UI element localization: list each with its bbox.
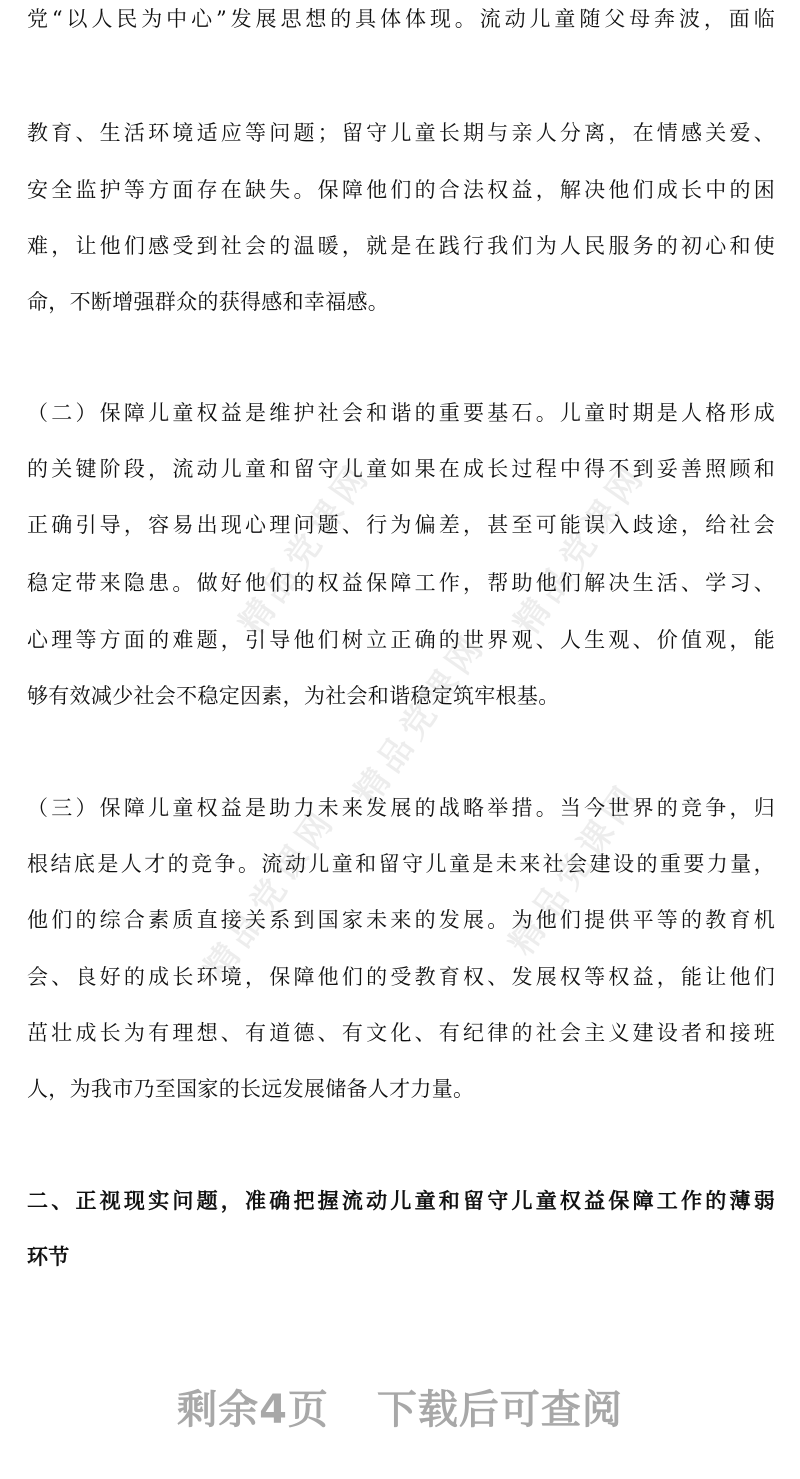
download-prompt[interactable] — [0, 1378, 800, 1435]
paragraph-line: 安全监护等方面存在缺失。保障他们的合法权益，解决他们成长中的困 — [27, 178, 775, 202]
watermark: 精品党课网 — [506, 455, 655, 643]
section-heading: 环节 — [27, 1244, 70, 1269]
paragraph-line: 稳定带来隐患。做好他们的权益保障工作，帮助他们解决生活、学习、 — [27, 571, 775, 595]
download-hint-label: 下载后可查阅 — [376, 1387, 623, 1433]
paragraph-line: 正确引导，容易出现心理问题、行为偏差，甚至可能误入歧途，给社会 — [27, 513, 775, 537]
remaining-pages-label: 剩余4页 — [177, 1387, 329, 1433]
paragraph-line: 根结底是人才的竞争。流动儿童和留守儿童是未来社会建设的重要力量， — [27, 852, 775, 876]
paragraph-line: 他们的综合素质直接关系到国家未来的发展。为他们提供平等的教育机 — [27, 908, 775, 932]
paragraph-line: （三）保障儿童权益是助力未来发展的战略举措。当今世界的竞争，归 — [27, 796, 775, 820]
watermark: 精品党课网 — [231, 455, 380, 643]
paragraph-line: 茁壮成长为有理想、有道德、有文化、有纪律的社会主义建设者和接班 — [27, 1021, 775, 1045]
paragraph-line: 命，不断增强群众的获得感和幸福感。 — [27, 290, 390, 314]
paragraph-line: 会、良好的成长环境，保障他们的受教育权、发展权等权益，能让他们 — [27, 965, 775, 989]
paragraph-line: 够有效减少社会不稳定因素，为社会和谐稳定筑牢根基。 — [27, 684, 560, 708]
paragraph-line: 心理等方面的难题，引导他们树立正确的世界观、人生观、价值观，能 — [27, 628, 775, 652]
watermark: 精品党课网 — [196, 800, 345, 988]
paragraph-line: 教育、生活环境适应等问题；留守儿童长期与亲人分离，在情感关爱、 — [27, 121, 775, 145]
paragraph-line: 难，让他们感受到社会的温暖，就是在践行我们为人民服务的初心和使 — [27, 234, 775, 258]
paragraph-line: 人，为我市乃至国家的长远发展储备人才力量。 — [27, 1077, 475, 1101]
watermark: 精品党课网 — [501, 775, 650, 963]
watermark: 精品党课网 — [346, 625, 495, 813]
paragraph-line: （二）保障儿童权益是维护社会和谐的重要基石。儿童时期是人格形成 — [27, 401, 775, 425]
paragraph-line: 的关键阶段，流动儿童和留守儿童如果在成长过程中得不到妥善照顾和 — [27, 457, 775, 481]
section-heading: 二、正视现实问题，准确把握流动儿童和留守儿童权益保障工作的薄弱 — [27, 1188, 775, 1213]
paragraph-line: 党“以人民为中心”发展思想的具体体现。流动儿童随父母奔波，面临 — [27, 7, 775, 31]
